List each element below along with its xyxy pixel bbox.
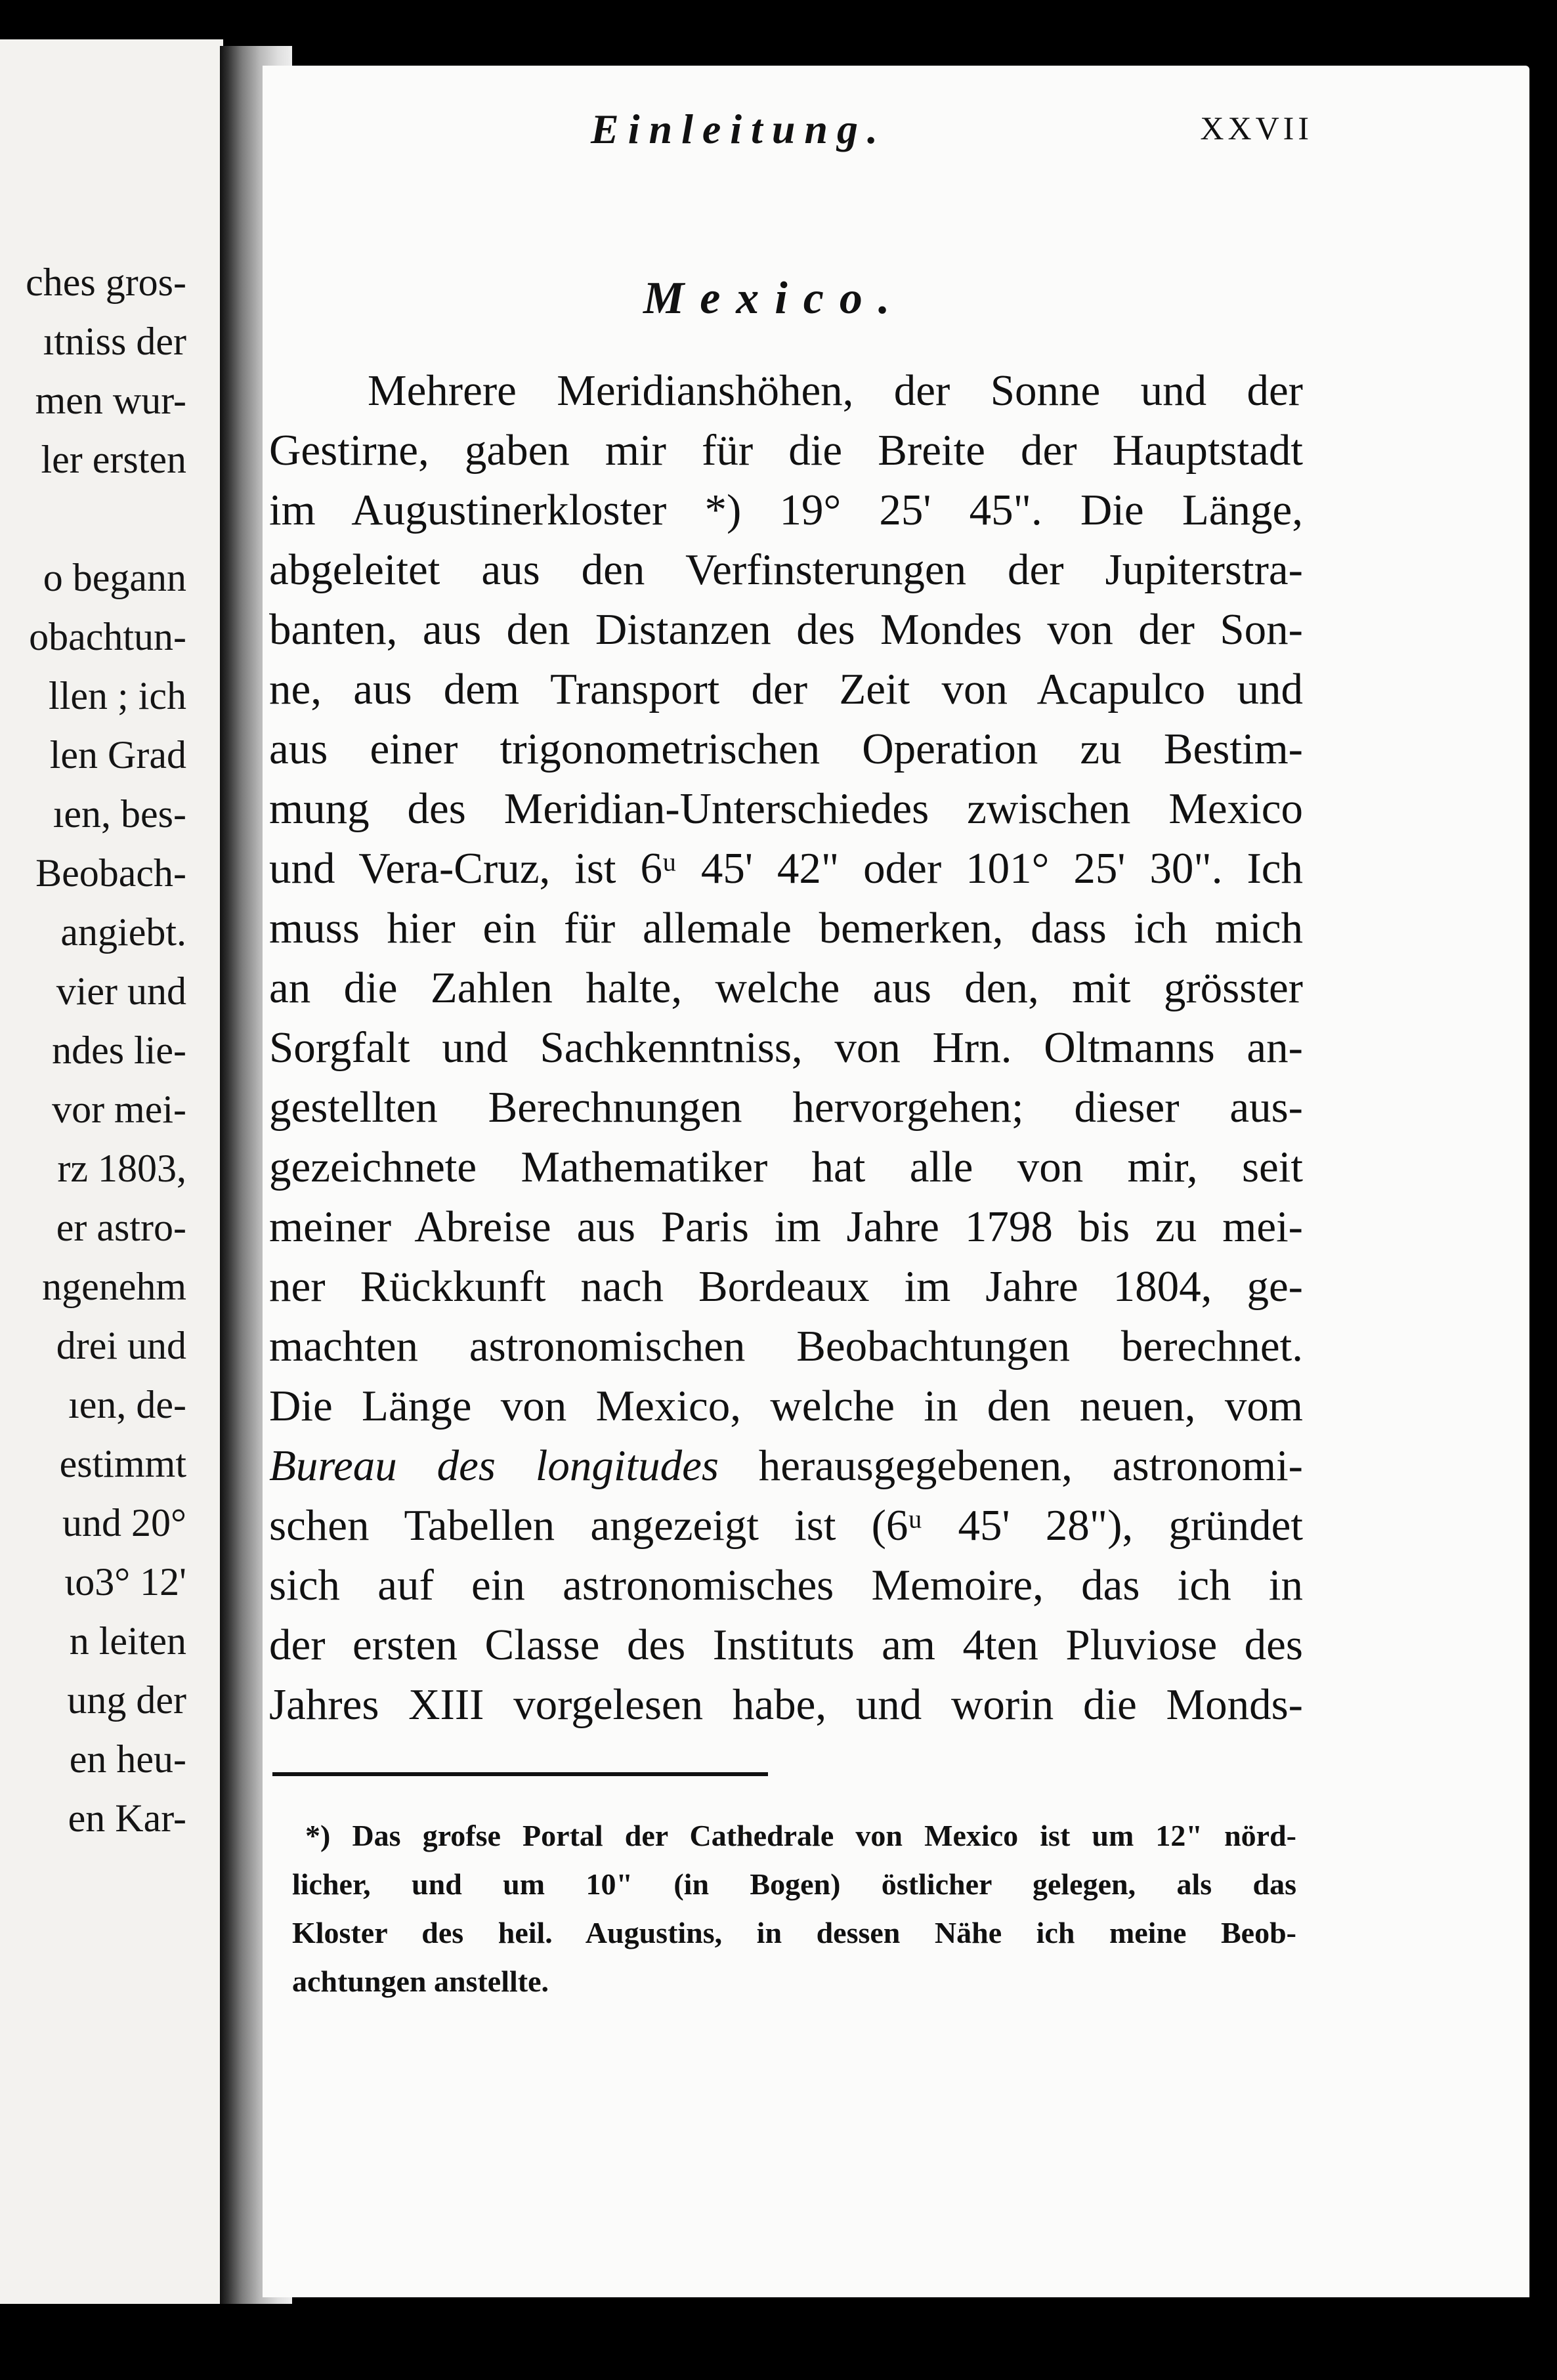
left-page-line: ndes lie- xyxy=(52,1029,186,1072)
italic-title: Bureau des longitudes xyxy=(269,1441,719,1490)
left-page-line: men wur- xyxy=(35,379,186,422)
left-page-line: estimmt xyxy=(59,1442,186,1485)
running-head: Einleitung. xyxy=(591,106,887,152)
body-line: Mehrere Meridianshöhen, der Sonne und der xyxy=(368,366,1303,415)
left-page-line: llen ; ich xyxy=(49,674,186,717)
section-title: Mexico. xyxy=(643,273,906,324)
left-page-line: en Kar- xyxy=(68,1796,186,1840)
page-header xyxy=(328,105,1313,158)
left-page-line: len Grad xyxy=(49,733,186,776)
left-page-line: vier und xyxy=(56,969,186,1013)
left-page-line: angiebt. xyxy=(60,910,186,954)
left-page-line: ches gros- xyxy=(26,261,186,304)
left-page-line: ıen, de- xyxy=(68,1383,186,1426)
body-line-rest: herausgegebenen, astronomi- xyxy=(718,1441,1303,1490)
body-line: gezeichnete Mathematiker hat alle von mir, seit xyxy=(269,1143,1303,1191)
body-line: aus einer trigonometrischen Operation zu Bestim- xyxy=(269,725,1303,773)
footnote-line: achtungen anstellte. xyxy=(292,1965,549,1998)
left-page-line: vor mei- xyxy=(52,1088,186,1131)
footnote-line: *) Das grofse Portal der Cathedrale von Mexico ist um 12" nörd- xyxy=(305,1819,1296,1852)
footnote-rule xyxy=(272,1772,768,1776)
left-page-line: drei und xyxy=(56,1324,186,1367)
left-page-line: rz 1803, xyxy=(57,1147,186,1190)
footnote-line: Kloster des heil. Augustins, in dessen Nähe ich meine Beob- xyxy=(292,1916,1296,1949)
body-line: mung des Meridian-Unterschiedes zwischen Mexico xyxy=(269,784,1303,833)
body-line: gestellten Berechnungen hervorgehen; dieser aus- xyxy=(269,1083,1303,1132)
body-line: Gestirne, gaben mir für die Breite der Hauptstadt xyxy=(269,426,1303,475)
body-paragraph xyxy=(269,361,1303,1735)
left-facing-page xyxy=(0,39,223,2304)
left-page-line: ıen, bes- xyxy=(53,792,186,836)
left-page-line: ɩo3° 12' xyxy=(64,1560,186,1604)
body-line: meiner Abreise aus Paris im Jahre 1798 bis zu mei- xyxy=(269,1202,1303,1251)
left-page-line: er astro- xyxy=(56,1206,186,1249)
left-page-line: ngenehm xyxy=(42,1265,186,1308)
body-line: banten, aus den Distanzen des Mondes von der Son- xyxy=(269,605,1303,654)
body-line: der ersten Classe des Instituts am 4ten Pluviose des xyxy=(269,1621,1303,1669)
body-line: muss hier ein für allemale bemerken, dass ich mich xyxy=(269,904,1303,952)
body-line: ne, aus dem Transport der Zeit von Acapulco und xyxy=(269,665,1303,713)
body-line: im Augustinerkloster *) 19° 25' 45". Die Länge, xyxy=(269,486,1303,534)
body-line: Die Länge von Mexico, welche in den neuen, vom xyxy=(269,1382,1303,1430)
left-page-line: ung der xyxy=(67,1678,186,1722)
left-page-line: ıtniss der xyxy=(43,320,186,363)
left-page-line: obachtun- xyxy=(29,615,186,658)
left-page-line: und 20° xyxy=(62,1501,186,1544)
footnote xyxy=(292,1812,1296,2006)
body-line-italic-title xyxy=(269,1436,1303,1496)
page-number: XXVII xyxy=(1200,110,1313,146)
body-line: Sorgfalt und Sachkenntniss, von Hrn. Oltmanns an- xyxy=(269,1023,1303,1072)
body-line: an die Zahlen halte, welche aus den, mit grösster xyxy=(269,964,1303,1012)
footnote-line: licher, und um 10" (in Bogen) östlicher gelegen, als das xyxy=(292,1867,1296,1901)
left-page-line: en heu- xyxy=(69,1737,186,1781)
left-page-line: Beobach- xyxy=(35,851,186,895)
body-line: abgeleitet aus den Verfinsterungen der Jupiterstra- xyxy=(269,545,1303,594)
left-page-line: ler ersten xyxy=(41,438,186,481)
body-line: Jahres XIII vorgelesen habe, und worin die Monds- xyxy=(269,1680,1303,1729)
left-page-line: o begann xyxy=(43,556,186,599)
body-line: und Vera-Cruz, ist 6ᵘ 45' 42" oder 101° 25' 30". Ich xyxy=(269,844,1303,893)
left-page-text xyxy=(0,39,223,2304)
body-line: machten astronomischen Beobachtungen berechnet. xyxy=(269,1322,1303,1371)
body-line: ner Rückkunft nach Bordeaux im Jahre 1804, ge- xyxy=(269,1262,1303,1311)
left-page-line: n leiten xyxy=(69,1619,186,1663)
body-line: schen Tabellen angezeigt ist (6ᵘ 45' 28"), gründet xyxy=(269,1501,1303,1550)
body-line: sich auf ein astronomisches Memoire, das ich in xyxy=(269,1561,1303,1609)
